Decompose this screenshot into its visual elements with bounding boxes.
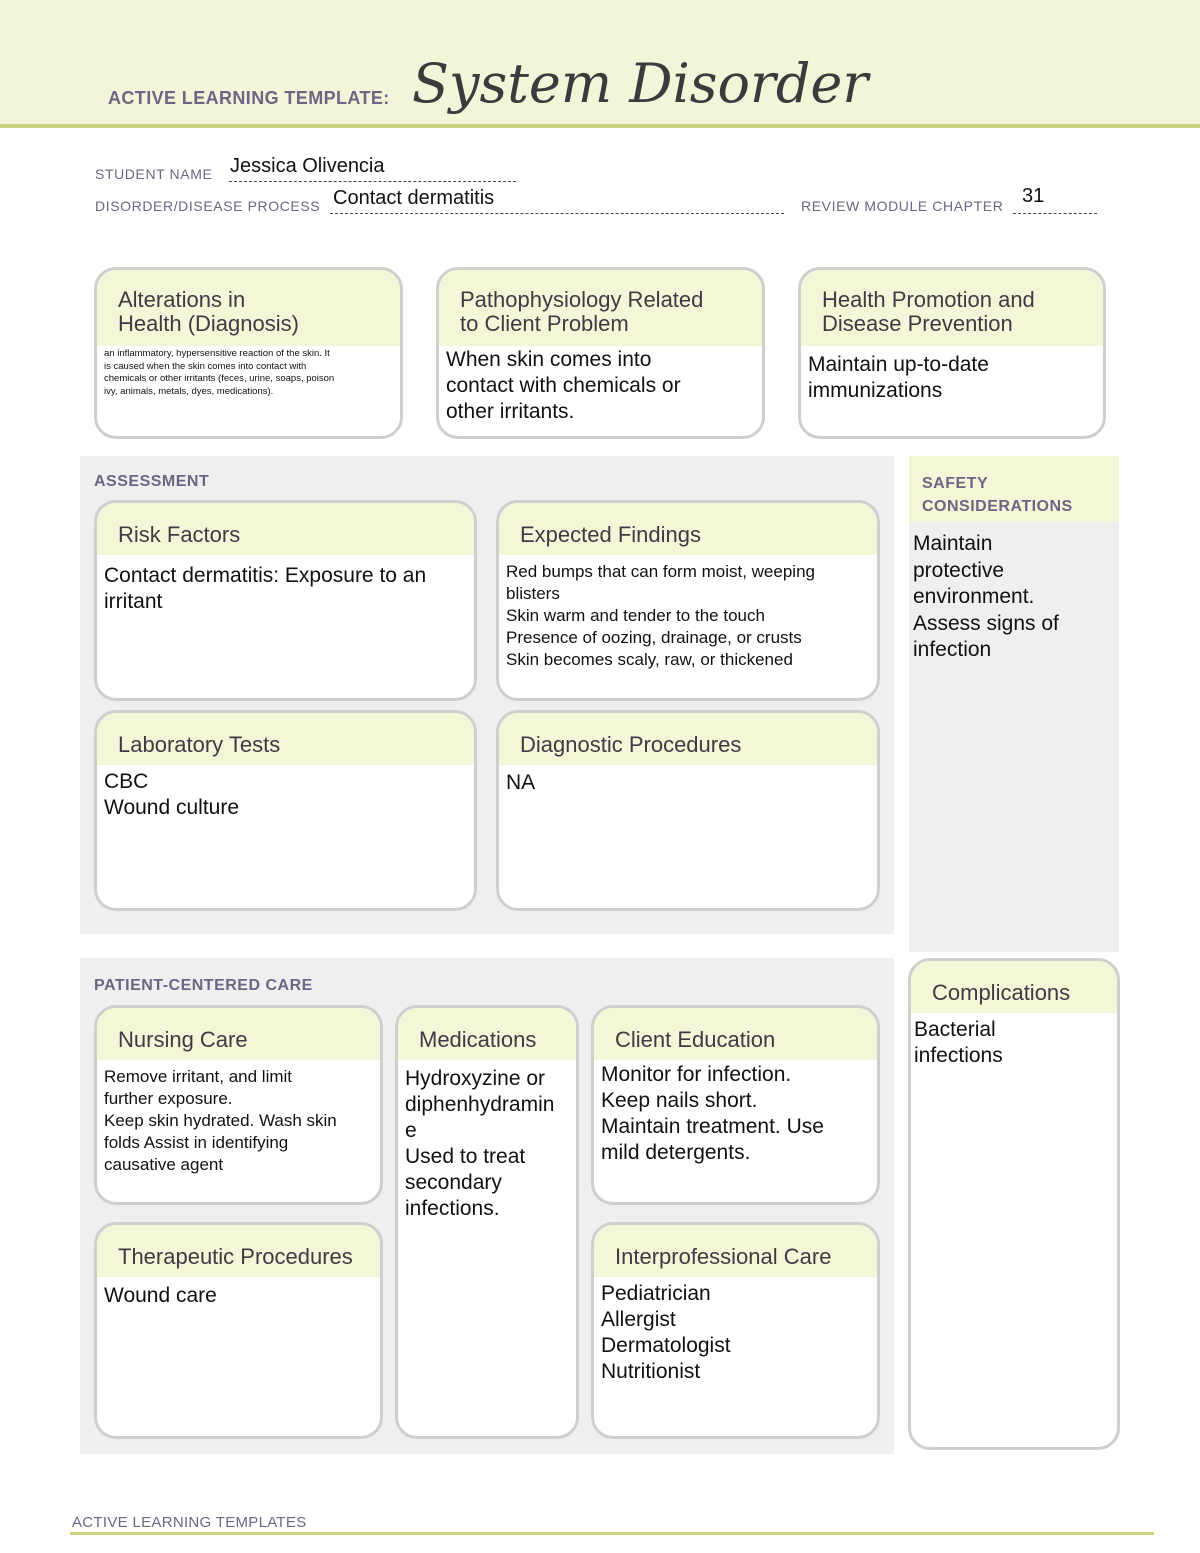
diagnostic-procedures-body: NA bbox=[506, 771, 536, 794]
medications-title: Medications bbox=[398, 1008, 576, 1060]
health-promotion-title: Health Promotion and Disease Prevention bbox=[801, 270, 1103, 346]
pathophysiology-box bbox=[436, 267, 765, 439]
therapeutic-procedures-body: Wound care bbox=[104, 1284, 217, 1307]
client-education-box bbox=[591, 1005, 880, 1205]
medications-body: Hydroxyzine or diphenhydramin e Used to treat secondary infections. bbox=[405, 1067, 555, 1220]
safety-label: SAFETY CONSIDERATIONS bbox=[909, 456, 1119, 522]
template-title: System Disorder bbox=[412, 52, 869, 115]
nursing-care-body: Remove irritant, and limit further exposure. Keep skin hydrated. Wash skin folds Assist in identifying causative agent bbox=[104, 1067, 337, 1174]
risk-factors-title: Risk Factors bbox=[97, 503, 474, 555]
health-promotion-body: Maintain up-to-date immunizations bbox=[808, 353, 989, 402]
safety-body: Maintain protective environment. Assess signs of infection bbox=[913, 532, 1059, 661]
header-rule bbox=[0, 124, 1200, 128]
medications-box bbox=[395, 1005, 579, 1439]
risk-factors-body: Contact dermatitis: Exposure to an irritant bbox=[104, 564, 427, 613]
pathophysiology-title: Pathophysiology Related to Client Problem bbox=[439, 270, 762, 346]
assessment-label: ASSESSMENT bbox=[94, 473, 210, 490]
alterations-body: an inflammatory, hypersensitive reaction of the skin. It is caused when the skin comes into contact with chemicals or other irritants (feces, urine, soaps, poison ivy, animals, metals, dyes, medications). bbox=[104, 348, 335, 397]
chapter-field[interactable] bbox=[1013, 185, 1097, 214]
chapter-label: REVIEW MODULE CHAPTER bbox=[801, 198, 1004, 214]
complications-body: Bacterial infections bbox=[914, 1018, 1003, 1067]
footer-label: ACTIVE LEARNING TEMPLATES bbox=[72, 1514, 307, 1531]
student-name-value: Jessica Olivencia bbox=[230, 155, 385, 177]
template-label: ACTIVE LEARNING TEMPLATE: bbox=[108, 88, 390, 108]
interprofessional-care-title: Interprofessional Care bbox=[594, 1225, 877, 1277]
footer-rule bbox=[70, 1532, 1154, 1535]
therapeutic-procedures-title: Therapeutic Procedures bbox=[97, 1225, 380, 1277]
student-name-label: STUDENT NAME bbox=[95, 166, 213, 182]
laboratory-tests-box bbox=[94, 710, 477, 911]
client-education-body: Monitor for infection. Keep nails short. Maintain treatment. Use mild detergents. bbox=[601, 1063, 824, 1164]
alterations-title: Alterations in Health (Diagnosis) bbox=[97, 270, 400, 346]
diagnostic-procedures-box bbox=[496, 710, 880, 911]
student-name-field[interactable] bbox=[229, 155, 516, 182]
disorder-value: Contact dermatitis bbox=[333, 187, 495, 209]
laboratory-tests-title: Laboratory Tests bbox=[97, 713, 474, 765]
pathophysiology-body: When skin comes into contact with chemicals or other irritants. bbox=[446, 348, 681, 423]
expected-findings-body: Red bumps that can form moist, weeping blisters Skin warm and tender to the touch Presence of oozing, drainage, or crusts Skin becomes scaly, raw, or thickened bbox=[506, 562, 815, 669]
expected-findings-title: Expected Findings bbox=[499, 503, 877, 555]
disorder-label: DISORDER/DISEASE PROCESS bbox=[95, 198, 321, 214]
diagnostic-procedures-title: Diagnostic Procedures bbox=[499, 713, 877, 765]
alterations-box bbox=[94, 267, 403, 439]
laboratory-tests-body: CBC Wound culture bbox=[104, 770, 240, 819]
chapter-value: 31 bbox=[1022, 185, 1045, 207]
disorder-field[interactable] bbox=[330, 187, 784, 214]
interprofessional-care-box bbox=[591, 1222, 880, 1439]
complications-title: Complications bbox=[911, 961, 1117, 1013]
expected-findings-box bbox=[496, 500, 880, 701]
nursing-care-title: Nursing Care bbox=[97, 1008, 380, 1060]
interprofessional-care-body: Pediatrician Allergist Dermatologist Nutritionist bbox=[601, 1282, 731, 1383]
therapeutic-procedures-box bbox=[94, 1222, 383, 1439]
complications-box bbox=[908, 958, 1120, 1450]
health-promotion-box bbox=[798, 267, 1106, 439]
risk-factors-box bbox=[94, 500, 477, 701]
nursing-care-box bbox=[94, 1005, 383, 1205]
patient-centered-care-label: PATIENT-CENTERED CARE bbox=[94, 977, 313, 994]
client-education-title: Client Education bbox=[594, 1008, 877, 1060]
